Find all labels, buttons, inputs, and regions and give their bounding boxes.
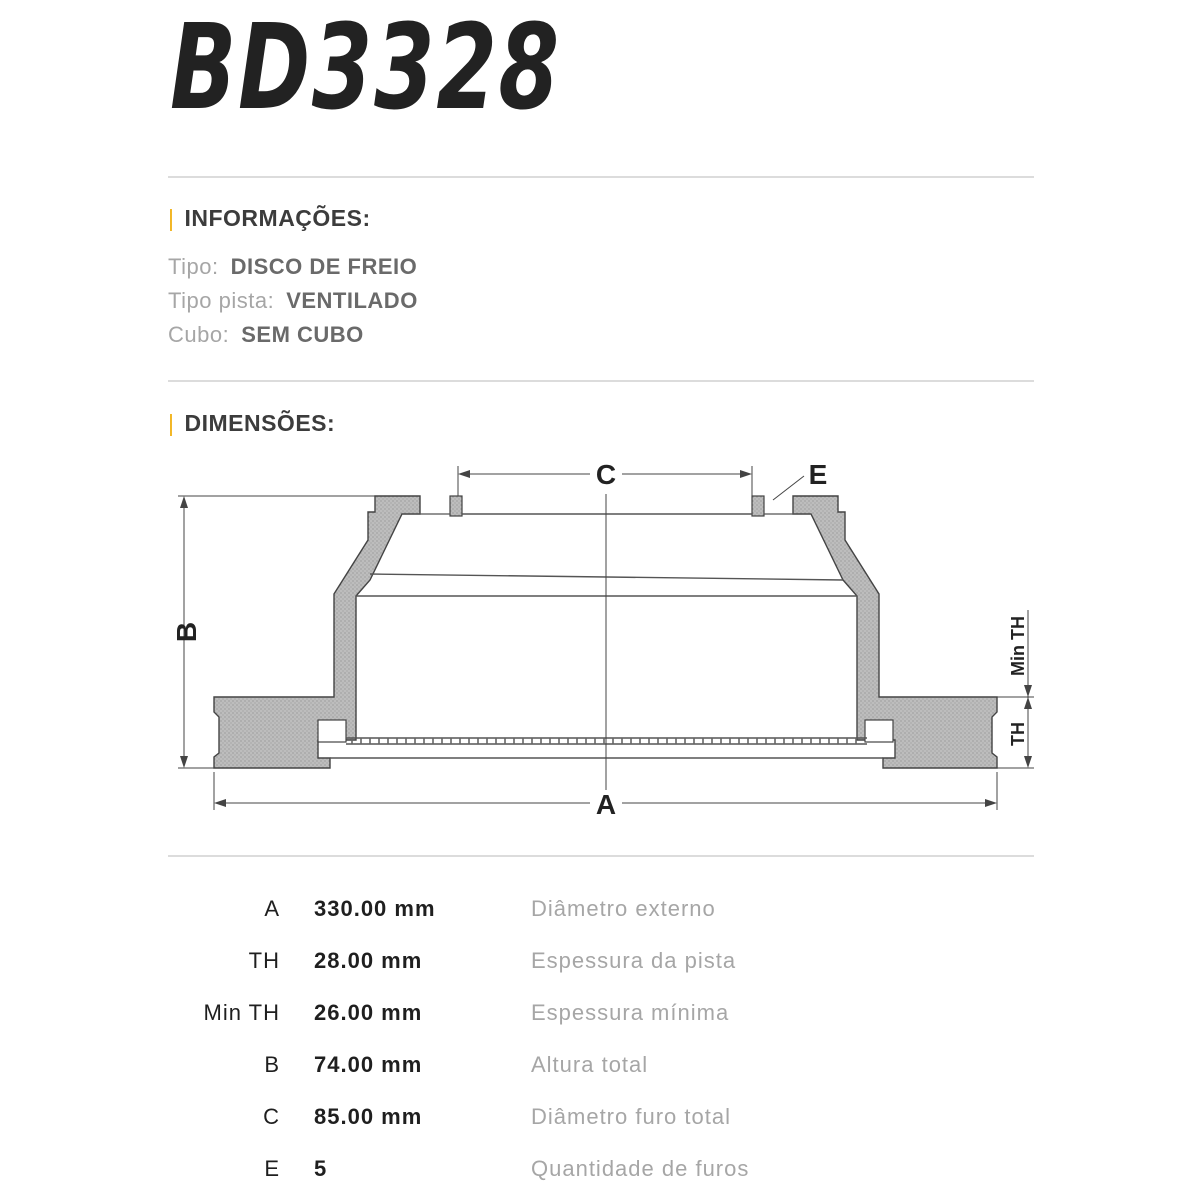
info-row-hub [168,322,364,348]
info-row-track-type [168,288,418,314]
info-label: Tipo: [168,254,219,279]
dimension-description: Espessura da pista [531,948,737,973]
info-heading-label: INFORMAÇÕES: [184,205,371,231]
dim-label-e: E [808,459,828,490]
dimension-code: B [264,1052,280,1077]
dim-label-min-th: Min TH [1008,616,1028,676]
heading-accent-bar: | [168,205,175,231]
divider [168,176,1034,178]
dim-label-b: B [171,621,202,643]
info-heading [168,205,371,232]
dimension-description: Espessura mínima [531,1000,730,1025]
dimensions-heading [168,410,335,437]
product-code-title: BD3328 [170,0,561,136]
info-value: SEM CUBO [241,322,364,347]
dimension-row [0,1104,1200,1144]
dim-label-a: A [595,789,617,820]
dimension-description: Diâmetro externo [531,896,716,921]
dimension-value: 330.00 mm [314,896,436,921]
dimension-row [0,896,1200,936]
dimension-value: 85.00 mm [314,1104,423,1129]
dimension-code: C [263,1104,280,1129]
vent-slot-left [318,720,346,742]
disc-section-right [793,496,997,768]
dimension-row [0,948,1200,988]
dimension-value: 26.00 mm [314,1000,423,1025]
dim-label-c: C [595,459,617,490]
dimension-code: E [264,1156,280,1181]
dimension-description: Quantidade de furos [531,1156,750,1181]
info-value: VENTILADO [286,288,418,313]
dimension-row [0,1052,1200,1092]
dimensions-heading-label: DIMENSÕES: [184,410,336,436]
divider [168,855,1034,857]
dimension-description: Altura total [531,1052,649,1077]
dimension-code: A [264,896,280,921]
disc-section-left [214,496,420,768]
info-label: Cubo: [168,322,230,347]
dimension-row [0,1156,1200,1196]
dim-label-th: TH [1008,722,1028,746]
info-row-type [168,254,417,280]
info-label: Tipo pista: [168,288,275,313]
bolt-hole-right [752,496,764,516]
heading-accent-bar: | [168,410,175,436]
bolt-hole-left [450,496,462,516]
dimension-value: 74.00 mm [314,1052,423,1077]
divider [168,380,1034,382]
brake-disc-cross-section-diagram [160,450,1050,830]
dimension-description: Diâmetro furo total [531,1104,731,1129]
dimension-code: TH [248,948,280,973]
vent-slot-right [865,720,893,742]
dimension-value: 5 [314,1156,328,1181]
dimension-value: 28.00 mm [314,948,423,973]
dimension-row [0,1000,1200,1040]
dimension-code: Min TH [203,1000,280,1025]
info-value: DISCO DE FREIO [230,254,418,279]
